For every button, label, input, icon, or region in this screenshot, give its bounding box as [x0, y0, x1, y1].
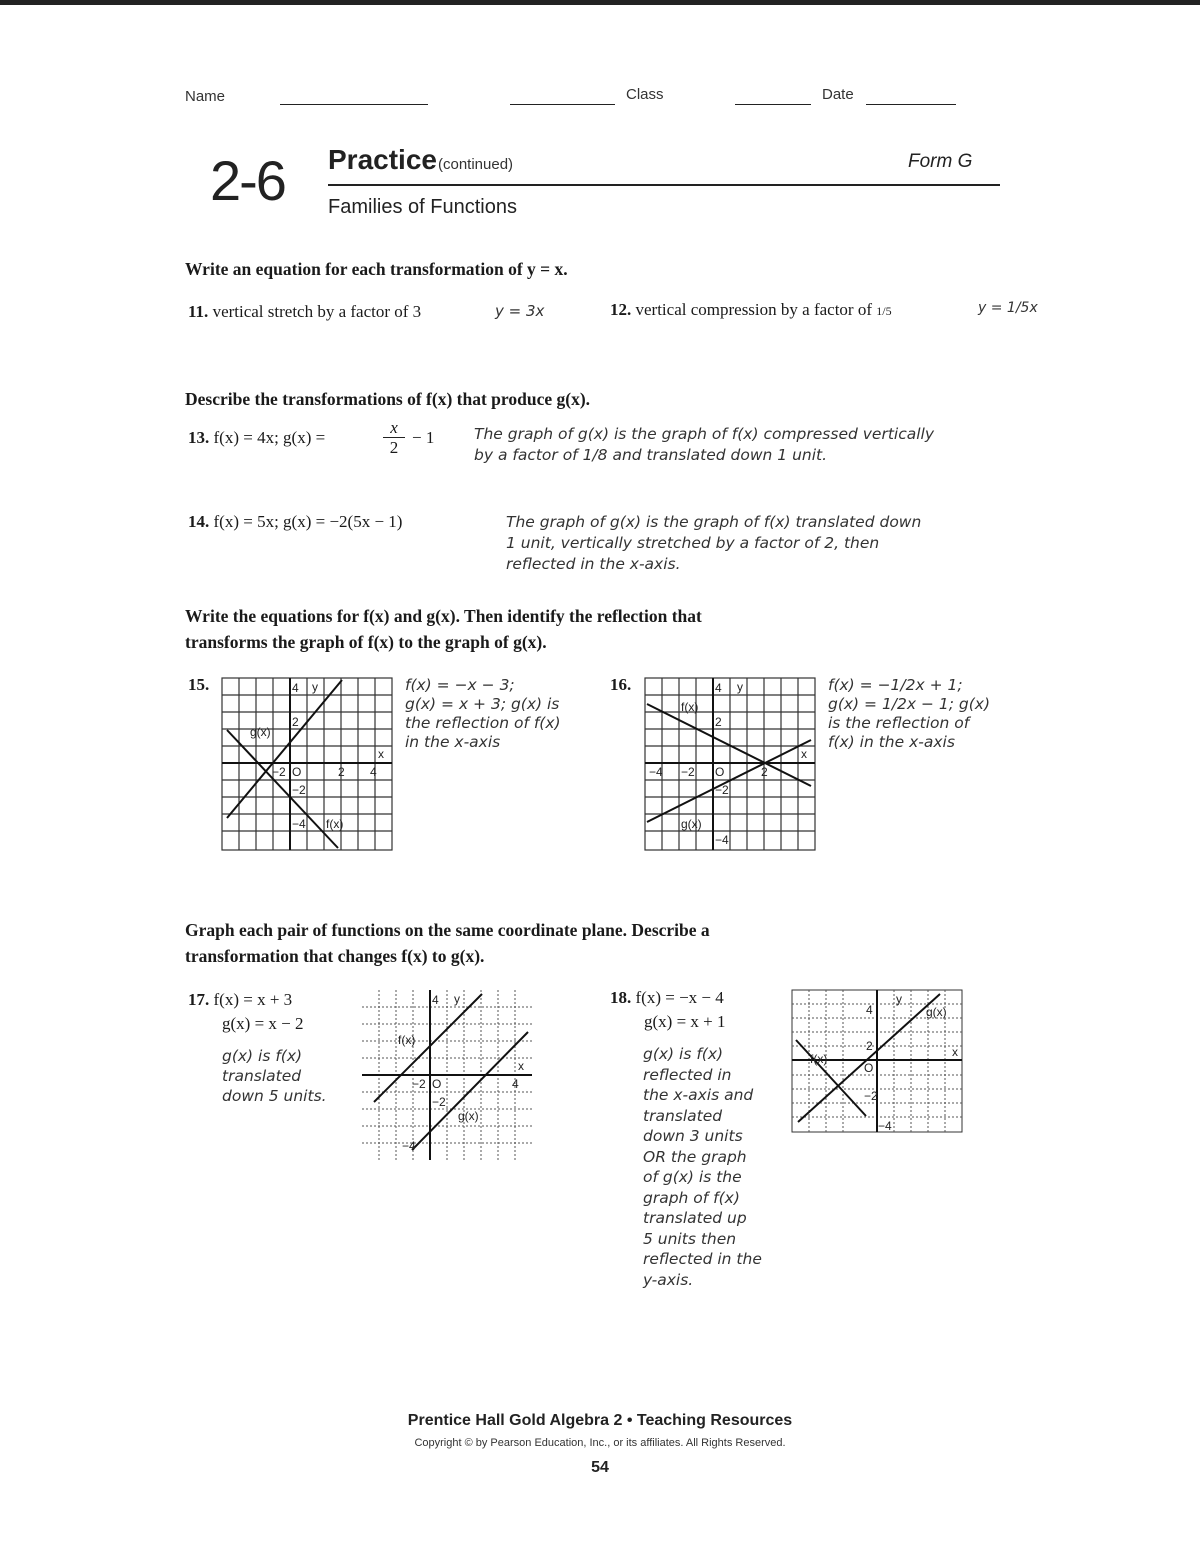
- q16-answer-line1: f(x) = −1/2x + 1;: [828, 676, 963, 694]
- lesson-number: 2-6: [210, 149, 285, 212]
- q13-text-a: f(x) = 4x; g(x) =: [213, 428, 326, 447]
- q12-factor: 1/5: [876, 304, 892, 318]
- class-line: [510, 104, 615, 105]
- form-label: Form G: [908, 151, 973, 172]
- q16-tick-ym2: −2: [715, 783, 729, 797]
- q16-number: 16.: [610, 675, 632, 694]
- q16-tick-xm2: −2: [681, 765, 695, 779]
- section3-directions-line2: transforms the graph of f(x) to the graph of g(x).: [185, 632, 547, 652]
- q16-tick-ym4: −4: [715, 833, 729, 847]
- q14-answer: [506, 512, 921, 575]
- q18-f: f(x) = −x − 4: [635, 988, 724, 1007]
- q13-answer-line2: by a factor of 1/8 and translated down 1 unit.: [474, 446, 828, 464]
- q12-number: 12.: [610, 300, 632, 319]
- page-subtitle: Families of Functions: [328, 196, 517, 218]
- q17-number: 17.: [188, 990, 210, 1009]
- q16-label-g: g(x): [681, 817, 702, 831]
- class-label: Class: [626, 86, 664, 103]
- q18-answer-line5: down 3 units: [643, 1127, 743, 1145]
- q14-number: 14.: [188, 512, 210, 531]
- q16-tick-xm4: −4: [649, 765, 663, 779]
- q15-label-y: y: [312, 680, 318, 694]
- q15-line-f: [227, 730, 338, 848]
- q18-g: g(x) = x + 1: [644, 1012, 726, 1031]
- q14: [188, 512, 402, 532]
- q15-tick-x2: 2: [338, 765, 345, 779]
- footer-book-title: Prentice Hall Gold Algebra 2 • Teaching Resources: [407, 1412, 793, 1429]
- q18-answer-line8: graph of f(x): [643, 1188, 740, 1207]
- q18-label-x: x: [952, 1045, 958, 1059]
- q17-label-g: g(x): [458, 1109, 479, 1123]
- q15-label-x: x: [378, 747, 384, 761]
- q16-answer-line2: g(x) = 1/2x − 1; g(x): [828, 695, 991, 713]
- q17-label-f: f(x): [398, 1033, 416, 1047]
- q18-tick-y4: 4: [866, 1003, 873, 1017]
- q13-fraction: [383, 418, 405, 457]
- q18-tick-y2: 2: [866, 1039, 873, 1053]
- section4-directions-line1: Graph each pair of functions on the same coordinate plane. Describe a: [185, 920, 710, 940]
- q18-line-f: [796, 1040, 866, 1116]
- q14-text: f(x) = 5x; g(x) = −2(5x − 1): [213, 512, 403, 531]
- q15-answer-line2: g(x) = x + 3; g(x) is: [405, 695, 560, 713]
- q13-text-b: − 1: [412, 428, 435, 447]
- q15-label-g: g(x): [250, 725, 271, 739]
- q12-text: vertical compression by a factor of: [635, 300, 872, 319]
- q16-tick-y4: 4: [715, 681, 722, 695]
- q15-origin: O: [292, 765, 302, 779]
- footer-copyright: Copyright © by Pearson Education, Inc., or its affiliates. All Rights Reserved.: [414, 1437, 786, 1449]
- title-divider: [328, 184, 1000, 186]
- q15-graph: [222, 678, 392, 850]
- q18-label-y: y: [896, 992, 902, 1006]
- q16-line-g: [647, 740, 811, 822]
- q18-answer-line1: g(x) is f(x): [643, 1045, 724, 1063]
- q18-answer-line12: y-axis.: [643, 1270, 694, 1289]
- class-field[interactable]: [735, 104, 811, 105]
- q18-graph: [792, 990, 962, 1132]
- q17-tick-ym4: −4: [402, 1139, 416, 1153]
- q18-answer-line9: translated up: [643, 1209, 747, 1227]
- q16-answer-line3: is the reflection of: [828, 714, 970, 732]
- q18-label-f: f(x): [810, 1052, 828, 1066]
- q11-number: 11.: [188, 302, 209, 321]
- q13-frac-num: x: [383, 418, 405, 438]
- q16-answer: [828, 676, 990, 752]
- q11-text: vertical stretch by a factor of 3: [212, 302, 422, 321]
- q15-tick-ym4: −4: [292, 817, 306, 831]
- q14-answer-line1: The graph of g(x) is the graph of f(x) translated down: [506, 513, 922, 531]
- q12-answer: y = 1/5x: [978, 300, 1038, 316]
- section4-directions-line2: transformation that changes f(x) to g(x).: [185, 946, 485, 966]
- q15-answer: [405, 676, 561, 752]
- q18-answer-line2: reflected in: [643, 1065, 732, 1084]
- q12: [610, 300, 892, 320]
- q18-origin: O: [864, 1061, 874, 1075]
- q14-answer-line3: reflected in the x-axis.: [506, 555, 681, 573]
- q15-tick-y4: 4: [292, 681, 299, 695]
- q18-answer-line7: of g(x) is the: [643, 1168, 742, 1186]
- scan-top-edge: [0, 0, 1200, 5]
- q17-label-y: y: [454, 992, 460, 1006]
- page-number: 54: [591, 1459, 609, 1476]
- q16-label-x: x: [801, 747, 807, 761]
- q14-answer-line2: 1 unit, vertically stretched by a factor of 2, then: [506, 534, 880, 552]
- q13-answer-line1: The graph of g(x) is the graph of f(x) compressed vertically: [474, 425, 935, 443]
- q13-number: 13.: [188, 428, 210, 447]
- q18-number: 18.: [610, 988, 632, 1007]
- q18-answer: [643, 1044, 762, 1290]
- q17-f: f(x) = x + 3: [213, 990, 293, 1009]
- q17-answer-line2: translated: [222, 1067, 302, 1085]
- q17-tick-y4: 4: [432, 993, 439, 1007]
- q17-tick-xm2: −2: [412, 1077, 426, 1091]
- date-label: Date: [822, 86, 854, 103]
- q16-answer-line4: f(x) in the x-axis: [828, 733, 955, 751]
- name-label: Name: [185, 88, 226, 105]
- q18-tick-ym2: −2: [864, 1089, 878, 1103]
- q17-answer-line3: down 5 units.: [222, 1087, 327, 1105]
- q17-label-x: x: [518, 1059, 524, 1073]
- q13: [188, 428, 325, 448]
- page-title: Practice: [328, 144, 437, 175]
- q18-answer-line3: the x-axis and: [643, 1086, 754, 1104]
- section4-directions: [185, 917, 710, 969]
- continued-note: (continued): [438, 156, 514, 173]
- q17-answer: [222, 1046, 327, 1106]
- q13-frac-den: 2: [389, 438, 399, 457]
- date-field[interactable]: [866, 104, 956, 105]
- section2-directions: Describe the transformations of f(x) that produce g(x).: [185, 389, 591, 409]
- q16-tick-x2: 2: [761, 765, 768, 779]
- q17-line-f: [374, 994, 482, 1102]
- q15-tick-y2: 2: [292, 715, 299, 729]
- q15-tick-xm2: −2: [272, 765, 286, 779]
- section1-directions: Write an equation for each transformation of y = x.: [185, 259, 568, 279]
- q16-label-f: f(x): [681, 700, 699, 714]
- q15-answer-line1: f(x) = −x − 3;: [405, 676, 515, 694]
- q18-answer-line11: reflected in the: [643, 1250, 762, 1268]
- q17-tick-x4: 4: [512, 1077, 519, 1091]
- name-field[interactable]: [280, 104, 428, 105]
- q18-answer-line6: OR the graph: [643, 1147, 747, 1166]
- section3-directions-line1: Write the equations for f(x) and g(x). Then identify the reflection that: [185, 606, 702, 626]
- q11-answer: y = 3x: [495, 302, 545, 320]
- q15-answer-line3: the reflection of f(x): [405, 714, 561, 732]
- q18-answer-line10: 5 units then: [643, 1229, 737, 1248]
- q11: [188, 302, 421, 322]
- q17: [188, 988, 304, 1036]
- q17-g: g(x) = x − 2: [222, 1014, 304, 1033]
- q17-tick-ym2: −2: [432, 1095, 446, 1109]
- q15-tick-ym2: −2: [292, 783, 306, 797]
- q18-tick-ym4: −4: [878, 1119, 892, 1133]
- q18-answer-line4: translated: [643, 1106, 723, 1125]
- q18-label-g: g(x): [926, 1005, 947, 1019]
- q17-origin: O: [432, 1077, 442, 1091]
- q16-graph: [645, 678, 815, 850]
- q17-graph: [362, 990, 532, 1160]
- q15-label-f: f(x): [326, 817, 344, 831]
- q13-answer: [474, 424, 934, 466]
- q18: [610, 986, 726, 1034]
- q16-origin: O: [715, 765, 725, 779]
- q17-answer-line1: g(x) is f(x): [222, 1047, 303, 1065]
- q16-tick-y2: 2: [715, 715, 722, 729]
- q16-label-y: y: [737, 680, 743, 694]
- q15-answer-line4: in the x-axis: [405, 733, 501, 751]
- q15-number: 15.: [188, 675, 210, 694]
- section3-directions: [185, 603, 702, 655]
- q15-tick-x4: 4: [370, 765, 377, 779]
- q16-line-f: [647, 704, 811, 786]
